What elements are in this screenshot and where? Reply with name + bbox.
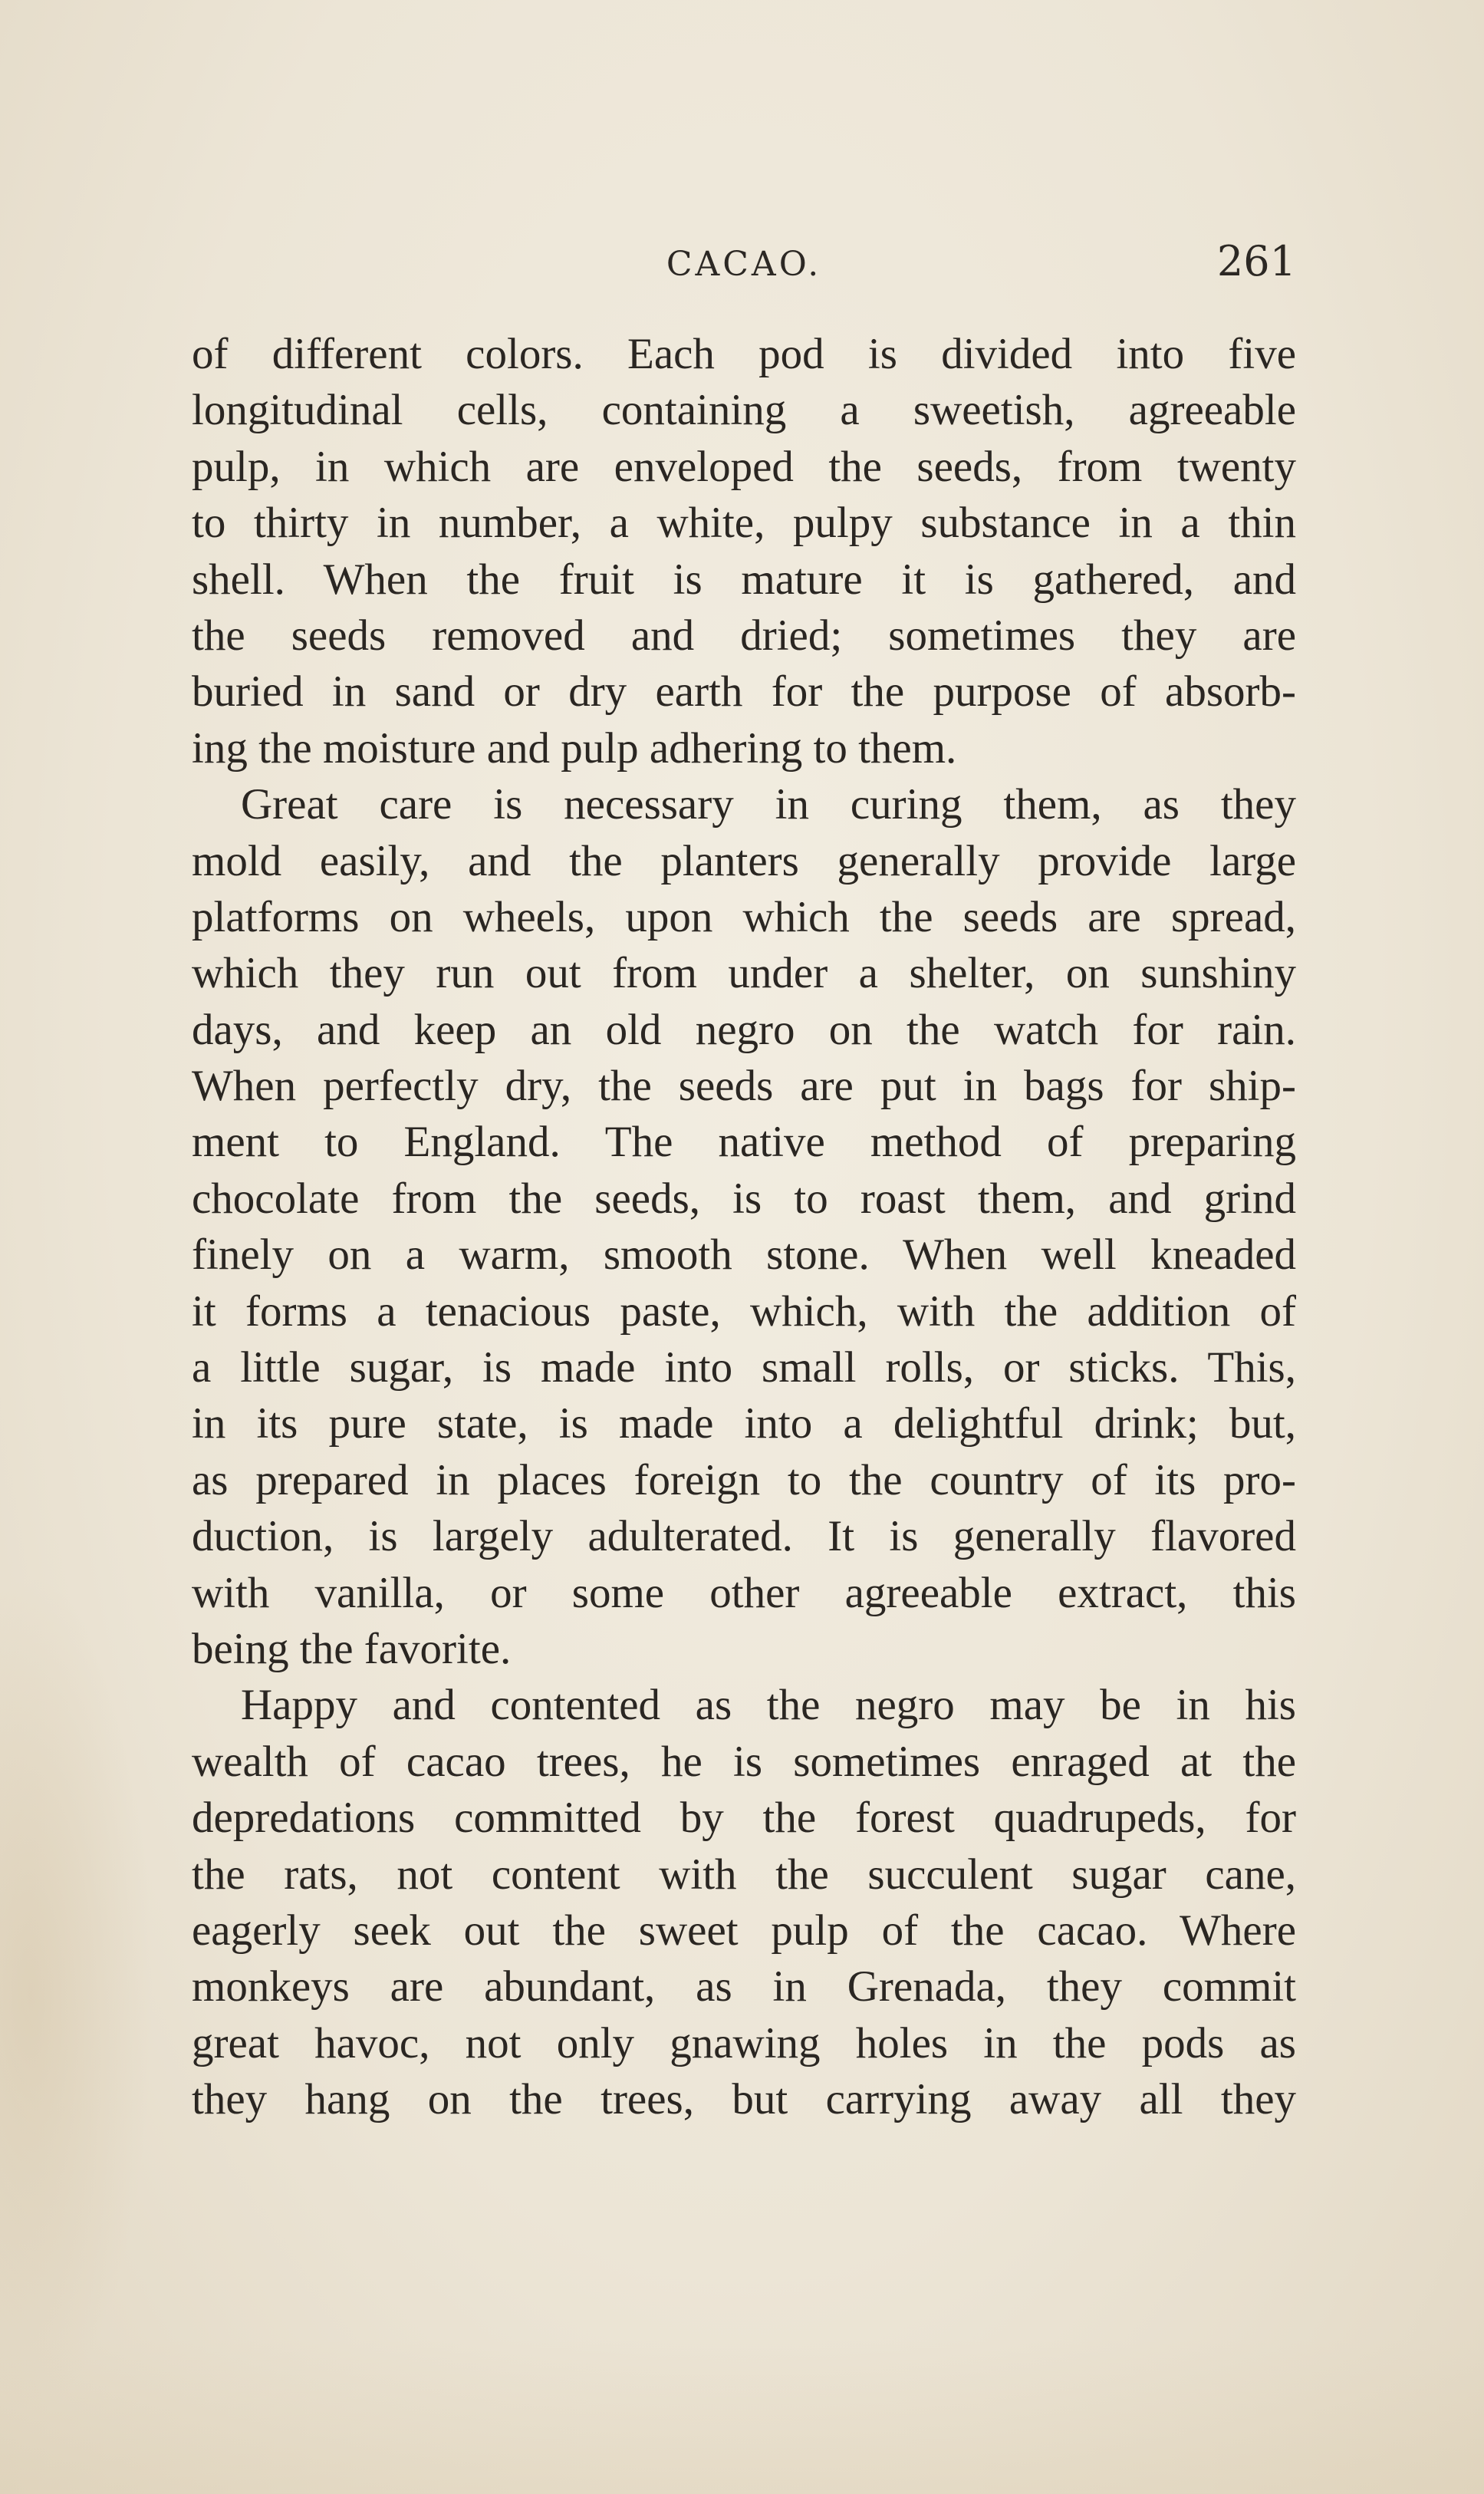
text-line: finely on a warm, smooth stone. When well kneaded bbox=[192, 1231, 1296, 1280]
text-line: being the favorite. bbox=[192, 1624, 512, 1673]
text-line: they hang on the trees, but carrying away all they bbox=[192, 2075, 1296, 2124]
running-head bbox=[192, 234, 1296, 295]
text-line: ing the moisture and pulp adhering to them. bbox=[192, 723, 957, 773]
text-line: ment to England. The native method of preparing bbox=[192, 1118, 1296, 1167]
text-line: shell. When the fruit is mature it is gathered, and bbox=[192, 555, 1296, 604]
page-number: 261 bbox=[1216, 237, 1296, 285]
text-line: it forms a tenacious paste, which, with the addition of bbox=[192, 1287, 1296, 1336]
text-line: monkeys are abundant, as in Grenada, they commit bbox=[192, 1962, 1296, 2011]
text-line: mold easily, and the planters generally provide large bbox=[192, 836, 1296, 885]
text-line: of different colors. Each pod is divided into five bbox=[192, 330, 1296, 378]
text-line: days, and keep an old negro on the watch for rain. bbox=[192, 1005, 1296, 1054]
text-line: which they run out from under a shelter, on sunshiny bbox=[192, 949, 1296, 998]
text-line: duction, is largely adulterated. It is generally flavored bbox=[192, 1512, 1296, 1561]
text-line: a little sugar, is made into small rolls, or sticks. This, bbox=[192, 1343, 1296, 1392]
text-line: platforms on wheels, upon which the seeds are spread, bbox=[192, 892, 1296, 941]
text-line: to thirty in number, a white, pulpy substance in a thin bbox=[192, 499, 1296, 548]
text-line: great havoc, not only gnawing holes in the pods as bbox=[192, 2018, 1296, 2067]
text-line: pulp, in which are enveloped the seeds, from twenty bbox=[192, 442, 1296, 491]
text-line: with vanilla, or some other agreeable extract, this bbox=[192, 1568, 1296, 1617]
text-line: as prepared in places foreign to the country of its pro- bbox=[192, 1455, 1296, 1504]
text-line: buried in sand or dry earth for the purpose of absorb- bbox=[192, 667, 1296, 717]
text-line: the seeds removed and dried; sometimes they are bbox=[192, 611, 1296, 660]
text-line: Great care is necessary in curing them, as they bbox=[241, 780, 1296, 829]
text-line: wealth of cacao trees, he is sometimes enraged at the bbox=[192, 1737, 1296, 1786]
paper-stain bbox=[0, 2340, 1484, 2494]
text-line: in its pure state, is made into a delightful drink; but, bbox=[192, 1399, 1296, 1448]
text-line: Happy and contented as the negro may be in his bbox=[241, 1681, 1296, 1730]
text-line: eagerly seek out the sweet pulp of the cacao. Where bbox=[192, 1906, 1296, 1955]
text-line: longitudinal cells, containing a sweetish, agreeable bbox=[192, 386, 1296, 435]
text-line: depredations committed by the forest quadrupeds, for bbox=[192, 1794, 1296, 1843]
paper-stain bbox=[0, 1573, 153, 2417]
text-line: When perfectly dry, the seeds are put in bags for ship- bbox=[192, 1062, 1296, 1111]
running-title: CACAO. bbox=[666, 245, 822, 284]
text-line: the rats, not content with the succulent sugar cane, bbox=[192, 1850, 1296, 1899]
text-line: chocolate from the seeds, is to roast them, and grind bbox=[192, 1174, 1296, 1223]
body-text bbox=[192, 326, 1296, 2128]
